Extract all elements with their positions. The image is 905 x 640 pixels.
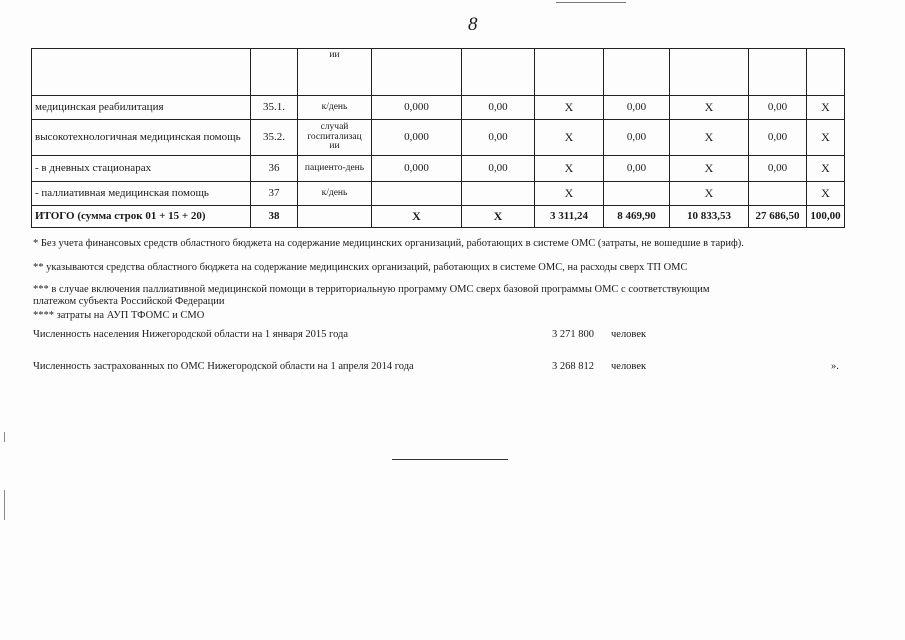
bottom-rule <box>392 459 508 460</box>
cell-row-code: 38 <box>251 206 298 228</box>
cell-col-7: 0,00 <box>604 96 670 120</box>
cell-col-4 <box>372 182 462 206</box>
cell-col-7 <box>604 182 670 206</box>
table-row <box>32 156 845 182</box>
cell-col-7: 0,00 <box>604 156 670 182</box>
cell-col-6 <box>535 49 604 96</box>
cell-col-10: Х <box>807 156 845 182</box>
cell-col-7: 8 469,90 <box>604 206 670 228</box>
footnote-3: *** в случае включения паллиативной медицинской помощи в территориальную программу ОМС сверх базовой программы ОМС с соответствующим платежом субъекта Российской Федерации <box>33 284 710 308</box>
cell-col-7 <box>604 49 670 96</box>
table-row <box>32 120 845 156</box>
cell-col-5: 0,00 <box>462 156 535 182</box>
cell-col-5 <box>462 182 535 206</box>
cell-row-code: 37 <box>251 182 298 206</box>
cell-row-name <box>32 49 251 96</box>
cell-col-10: Х <box>807 96 845 120</box>
table-row <box>32 206 845 228</box>
page-number: 8 <box>468 14 478 35</box>
insured-unit: человек <box>611 361 647 372</box>
cell-row-code: 35.1. <box>251 96 298 120</box>
cell-row-name: ИТОГО (сумма строк 01 + 15 + 20) <box>32 206 251 228</box>
insured-row <box>33 361 845 375</box>
cell-col-8: Х <box>670 120 749 156</box>
footnote-1: * Без учета финансовых средств областного бюджета на содержание медицинских организаций, работающих в системе ОМС (затраты, не вошедшие в тариф). <box>33 238 744 249</box>
cell-col-4: 0,000 <box>372 156 462 182</box>
cell-row-name: - в дневных стационарах <box>32 156 251 182</box>
cell-col-8: 10 833,53 <box>670 206 749 228</box>
cell-col-10: Х <box>807 182 845 206</box>
cell-col-8: Х <box>670 96 749 120</box>
cell-row-code <box>251 49 298 96</box>
cell-row-unit: случай госпитализац ии <box>298 120 372 156</box>
cell-col-6: Х <box>535 156 604 182</box>
population-unit: человек <box>611 329 647 340</box>
cell-col-10: 100,00 <box>807 206 845 228</box>
cell-row-code: 35.2. <box>251 120 298 156</box>
population-value: 3 271 800 <box>552 329 594 340</box>
cell-row-unit <box>298 206 372 228</box>
cell-col-4: 0,000 <box>372 120 462 156</box>
cell-col-10 <box>807 49 845 96</box>
cell-col-5: Х <box>462 206 535 228</box>
cell-col-6: Х <box>535 182 604 206</box>
financing-table <box>31 48 845 228</box>
cell-col-9 <box>749 49 807 96</box>
cell-row-name: медицинская реабилитация <box>32 96 251 120</box>
cell-col-5: 0,00 <box>462 96 535 120</box>
cell-col-6: Х <box>535 96 604 120</box>
cell-row-unit: пациенто-день <box>298 156 372 182</box>
population-row <box>33 329 845 343</box>
cell-col-8: Х <box>670 156 749 182</box>
footnote-2: ** указываются средства областного бюджета на содержание медицинских организаций, работающих в системе ОМС, на расходы сверх ТП ОМС <box>33 262 688 273</box>
top-rule <box>556 2 626 3</box>
cell-col-4 <box>372 49 462 96</box>
cell-col-4: 0,000 <box>372 96 462 120</box>
footnote-4: **** затраты на АУП ТФОМС и СМО <box>33 310 205 321</box>
closing-quote: ». <box>831 361 839 372</box>
cell-col-5 <box>462 49 535 96</box>
cell-row-unit: к/день <box>298 182 372 206</box>
table-row <box>32 96 845 120</box>
cell-row-code: 36 <box>251 156 298 182</box>
cell-row-unit: ии <box>298 49 372 96</box>
cell-col-5: 0,00 <box>462 120 535 156</box>
cell-col-8 <box>670 49 749 96</box>
margin-mark <box>4 490 5 520</box>
table-row <box>32 182 845 206</box>
insured-label: Численность застрахованных по ОМС Нижегородской области на 1 апреля 2014 года <box>33 361 414 372</box>
cell-col-6: 3 311,24 <box>535 206 604 228</box>
cell-col-10: Х <box>807 120 845 156</box>
cell-col-9: 0,00 <box>749 96 807 120</box>
margin-mark <box>4 432 5 442</box>
cell-row-unit: к/день <box>298 96 372 120</box>
cell-col-6: Х <box>535 120 604 156</box>
cell-col-7: 0,00 <box>604 120 670 156</box>
cell-col-9: 27 686,50 <box>749 206 807 228</box>
cell-row-name: высокотехнологичная медицинская помощь <box>32 120 251 156</box>
cell-col-9 <box>749 182 807 206</box>
cell-col-4: Х <box>372 206 462 228</box>
cell-col-9: 0,00 <box>749 156 807 182</box>
insured-value: 3 268 812 <box>552 361 594 372</box>
table-row <box>32 49 845 96</box>
population-label: Численность населения Нижегородской области на 1 января 2015 года <box>33 329 349 340</box>
cell-col-9: 0,00 <box>749 120 807 156</box>
cell-col-8: Х <box>670 182 749 206</box>
cell-row-name: - паллиативная медицинская помощь <box>32 182 251 206</box>
